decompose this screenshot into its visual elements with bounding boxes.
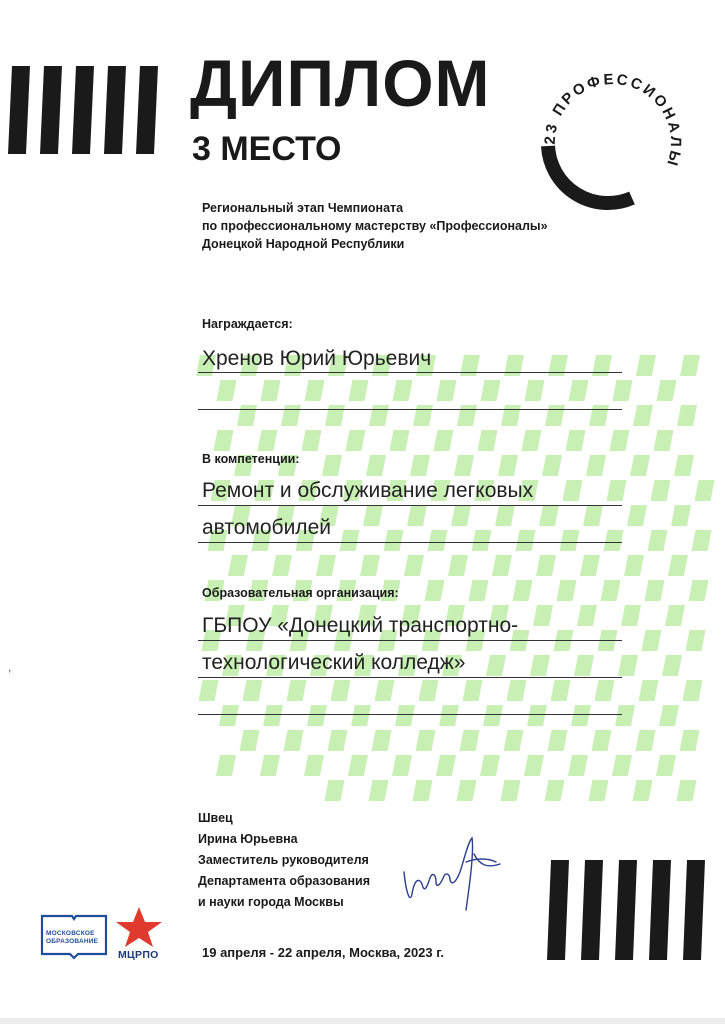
pattern-block	[481, 380, 501, 401]
pattern-block	[480, 755, 500, 776]
pattern-block	[613, 380, 633, 401]
underline	[198, 640, 622, 641]
pattern-block	[642, 630, 662, 651]
event-description	[202, 199, 622, 253]
pattern-block	[495, 505, 515, 526]
pattern-block	[548, 730, 568, 751]
pattern-block	[504, 730, 524, 751]
handwritten-signature	[396, 832, 506, 912]
pattern-block	[243, 680, 263, 701]
professionaly-logo-icon	[520, 48, 690, 218]
pattern-block	[683, 680, 703, 701]
mcrpo-label: МЦРПО	[118, 949, 159, 961]
pattern-block	[657, 380, 677, 401]
decorative-stripes-bottom-right	[545, 860, 715, 960]
pattern-block	[612, 755, 632, 776]
pattern-block	[407, 505, 427, 526]
pattern-block	[478, 430, 498, 451]
pattern-block	[240, 730, 260, 751]
pattern-block	[316, 555, 336, 576]
awarded-name: Хренов Юрий Юрьевич	[202, 347, 432, 370]
mcrpo-logo	[112, 905, 166, 965]
pattern-block	[557, 580, 577, 601]
pattern-block	[671, 505, 691, 526]
pattern-block	[410, 455, 430, 476]
pattern-block	[513, 580, 533, 601]
logo-line: МОСКОВСКОЕ	[46, 930, 95, 937]
pattern-block	[589, 780, 609, 801]
pattern-block	[633, 780, 653, 801]
pattern-block	[524, 755, 544, 776]
pattern-block	[360, 555, 380, 576]
pattern-block	[258, 430, 278, 451]
pattern-block	[395, 705, 415, 726]
scan-edge	[0, 1018, 725, 1024]
pattern-block	[369, 780, 389, 801]
pattern-block	[287, 680, 307, 701]
pattern-block	[351, 705, 371, 726]
pattern-block	[680, 730, 700, 751]
pattern-block	[328, 730, 348, 751]
green-decorative-pattern	[196, 355, 716, 805]
logo-text: 2023 ПРОФЕССИОНАЛЫ	[541, 70, 684, 171]
pattern-block	[284, 730, 304, 751]
pattern-block	[574, 655, 594, 676]
scan-mark: ,	[8, 660, 12, 674]
pattern-block	[577, 605, 597, 626]
pattern-block	[404, 555, 424, 576]
pattern-block	[439, 705, 459, 726]
pattern-block	[592, 730, 612, 751]
pattern-block	[533, 605, 553, 626]
pattern-block	[516, 530, 536, 551]
pattern-block	[261, 380, 281, 401]
pattern-block	[539, 505, 559, 526]
signer-line: Швец	[198, 811, 233, 825]
signer-line: Департамента образования	[198, 874, 370, 888]
pattern-block	[610, 430, 630, 451]
pattern-block	[507, 680, 527, 701]
pattern-block	[607, 480, 627, 501]
event-line: Региональный этап Чемпионата	[202, 201, 404, 215]
pattern-block	[419, 680, 439, 701]
pattern-block	[665, 605, 685, 626]
signer-line: Ирина Юрьевна	[198, 832, 298, 846]
pattern-block	[425, 580, 445, 601]
pattern-block	[689, 580, 709, 601]
pattern-block	[263, 705, 283, 726]
competence-line-1: Ремонт и обслуживание легковых	[202, 479, 534, 502]
pattern-block	[272, 555, 292, 576]
pattern-block	[219, 705, 239, 726]
pattern-block	[305, 380, 325, 401]
pattern-block	[569, 380, 589, 401]
pattern-block	[677, 405, 697, 426]
pattern-block	[583, 505, 603, 526]
pattern-block	[648, 530, 668, 551]
pattern-block	[668, 555, 688, 576]
pattern-block	[659, 705, 679, 726]
pattern-block	[457, 780, 477, 801]
pattern-block	[346, 430, 366, 451]
pattern-block	[304, 755, 324, 776]
pattern-block	[416, 730, 436, 751]
pattern-block	[680, 355, 700, 376]
pattern-block	[536, 555, 556, 576]
organization-line-1: ГБПОУ «Донецкий транспортно-	[202, 614, 519, 637]
event-line: Донецкой Народной Республики	[202, 237, 405, 251]
pattern-block	[633, 405, 653, 426]
pattern-block	[460, 730, 480, 751]
pattern-block	[216, 755, 236, 776]
pattern-block	[571, 705, 591, 726]
pattern-block	[586, 455, 606, 476]
pattern-block	[522, 430, 542, 451]
pattern-block	[428, 530, 448, 551]
pattern-block	[677, 780, 697, 801]
pattern-block	[260, 755, 280, 776]
pattern-block	[595, 680, 615, 701]
underline	[198, 542, 622, 543]
pattern-block	[566, 430, 586, 451]
pattern-block	[580, 555, 600, 576]
pattern-block	[372, 730, 392, 751]
pattern-block	[483, 705, 503, 726]
pattern-block	[463, 680, 483, 701]
pattern-block	[692, 530, 712, 551]
signer-line: и науки города Москвы	[198, 895, 344, 909]
pattern-block	[498, 455, 518, 476]
event-line: по профессиональному мастерству «Профессионалы»	[202, 219, 548, 233]
pattern-block	[472, 530, 492, 551]
pattern-block	[656, 755, 676, 776]
signer-block	[198, 808, 428, 913]
underline	[198, 505, 622, 506]
pattern-block	[645, 580, 665, 601]
place-label: 3 МЕСТО	[192, 130, 342, 168]
pattern-block	[469, 580, 489, 601]
pattern-block	[624, 555, 644, 576]
pattern-block	[492, 555, 512, 576]
pattern-block	[348, 755, 368, 776]
pattern-block	[322, 455, 342, 476]
moscow-education-logo	[38, 910, 110, 960]
svg-text:2023 ПРОФЕССИОНАЛЫ	[542, 71, 684, 171]
pattern-block	[199, 680, 219, 701]
pattern-block	[636, 730, 656, 751]
pattern-block	[413, 780, 433, 801]
pattern-block	[627, 505, 647, 526]
event-dates: 19 апреля - 22 апреля, Москва, 2023 г.	[202, 945, 444, 960]
pattern-block	[454, 455, 474, 476]
pattern-block	[695, 480, 715, 501]
pattern-block	[545, 780, 565, 801]
pattern-block	[601, 580, 621, 601]
underline	[198, 714, 622, 715]
pattern-block	[551, 680, 571, 701]
underline	[198, 677, 622, 678]
pattern-block	[654, 430, 674, 451]
organization-label: Образовательная организация:	[202, 586, 399, 600]
pattern-block	[662, 655, 682, 676]
pattern-block	[525, 380, 545, 401]
pattern-block	[448, 555, 468, 576]
pattern-block	[560, 530, 580, 551]
pattern-block	[568, 755, 588, 776]
pattern-block	[331, 680, 351, 701]
pattern-block	[630, 455, 650, 476]
pattern-block	[217, 380, 237, 401]
pattern-block	[434, 430, 454, 451]
organization-line-2: технологический колледж»	[202, 651, 466, 674]
pattern-block	[563, 480, 583, 501]
underline	[198, 409, 622, 410]
pattern-block	[214, 430, 234, 451]
pattern-block	[392, 755, 412, 776]
pattern-block	[437, 380, 457, 401]
pattern-block	[501, 780, 521, 801]
pattern-block	[604, 530, 624, 551]
pattern-block	[486, 655, 506, 676]
pattern-block	[340, 530, 360, 551]
decorative-stripes-top-left	[8, 66, 162, 154]
pattern-block	[325, 780, 345, 801]
underline	[198, 372, 622, 373]
pattern-block	[451, 505, 471, 526]
pattern-block	[530, 655, 550, 676]
pattern-block	[390, 430, 410, 451]
pattern-block	[674, 455, 694, 476]
logo-line: ОБРАЗОВАНИЕ	[46, 938, 99, 945]
pattern-block	[228, 555, 248, 576]
pattern-block	[618, 655, 638, 676]
pattern-block	[302, 430, 322, 451]
pattern-block	[384, 530, 404, 551]
star-icon	[112, 905, 166, 949]
document-title: ДИПЛОМ	[190, 46, 491, 120]
pattern-block	[366, 455, 386, 476]
pattern-block	[542, 455, 562, 476]
pattern-block	[363, 505, 383, 526]
competence-label: В компетенции:	[202, 452, 300, 466]
pattern-block	[636, 355, 656, 376]
pattern-block	[349, 380, 369, 401]
signer-line: Заместитель руководителя	[198, 853, 369, 867]
pattern-block	[651, 480, 671, 501]
pattern-block	[307, 705, 327, 726]
pattern-block	[615, 705, 635, 726]
pattern-block	[686, 630, 706, 651]
competence-line-2: автомобилей	[202, 516, 331, 539]
awarded-label: Награждается:	[202, 317, 293, 331]
pattern-block	[621, 605, 641, 626]
pattern-block	[527, 705, 547, 726]
pattern-block	[436, 755, 456, 776]
pattern-block	[375, 680, 395, 701]
pattern-block	[639, 680, 659, 701]
pattern-block	[393, 380, 413, 401]
